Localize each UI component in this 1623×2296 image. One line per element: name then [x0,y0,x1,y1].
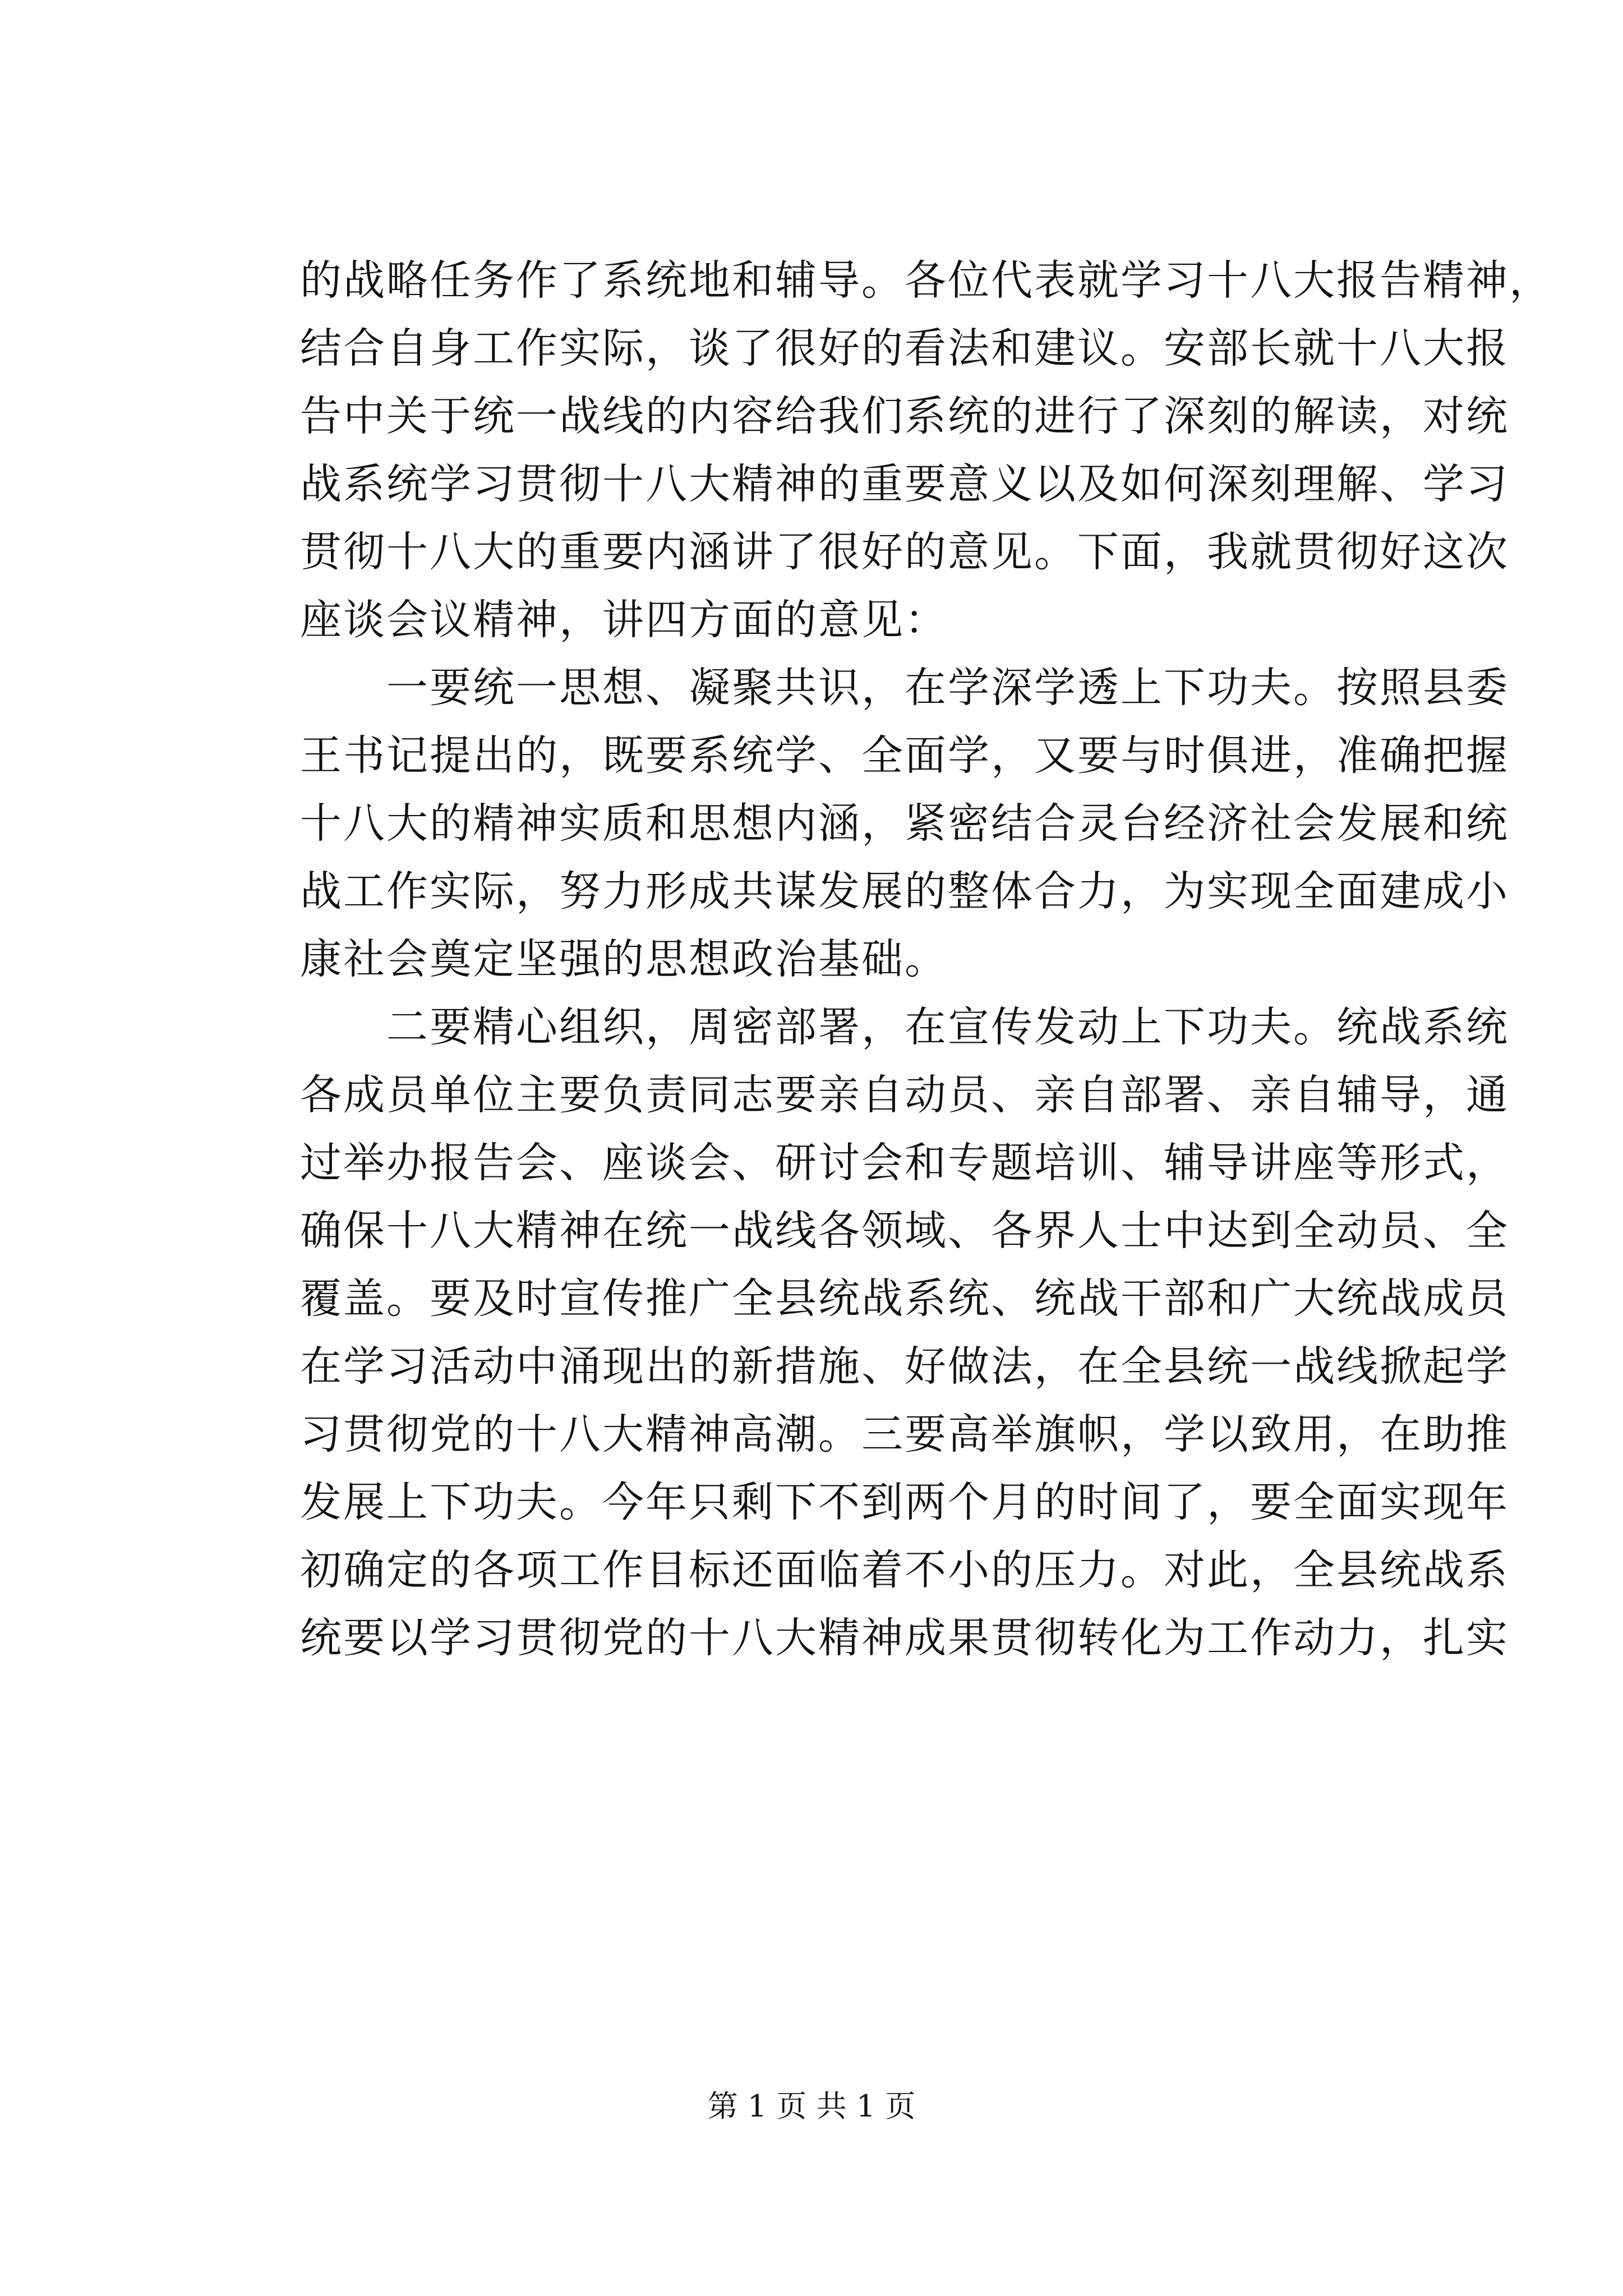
body-line: 告中关于统一战线的内容给我们系统的进行了深刻的解读，对统 [300,392,1509,440]
body-line: 二要精心组织，周密部署，在宣传发动上下功夫。统战系统 [300,1003,1509,1051]
body-line: 康社会奠定坚强的思想政治基础。 [300,935,948,983]
body-line: 王书记提出的，既要系统学、全面学，又要与时俱进，准确把握 [300,731,1509,780]
body-line: 发展上下功夫。今年只剩下不到两个月的时间了，要全面实现年 [300,1478,1509,1526]
body-line: 覆盖。要及时宣传推广全县统战系统、统战干部和广大统战成员 [300,1274,1509,1323]
body-line: 习贯彻党的十八大精神高潮。三要高举旗帜，学以致用，在助推 [300,1410,1509,1458]
body-line: 贯彻十八大的重要内涵讲了很好的意见。下面，我就贯彻好这次 [300,528,1509,576]
body-line: 过举办报告会、座谈会、研讨会和专题培训、辅导讲座等形式， [300,1139,1509,1187]
body-line: 各成员单位主要负责同志要亲自动员、亲自部署、亲自辅导，通 [300,1071,1509,1119]
body-line: 一要统一思想、凝聚共识，在学深学透上下功夫。按照县委 [300,664,1509,712]
document-body [300,247,1552,1672]
body-line: 在学习活动中涌现出的新措施、好做法，在全县统一战线掀起学 [300,1342,1509,1391]
body-line: 统要以学习贯彻党的十八大精神成果贯彻转化为工作动力，扎实 [300,1614,1509,1662]
body-line: 的战略任务作了系统地和辅导。各位代表就学习十八大报告精神， [300,256,1552,305]
body-line: 结合自身工作实际，谈了很好的看法和建议。安部长就十八大报 [300,324,1509,372]
body-line: 初确定的各项工作目标还面临着不小的压力。对此，全县统战系 [300,1546,1509,1594]
page-number-footer: 第 1 页 共 1 页 [707,2088,916,2124]
body-line: 战工作实际，努力形成共谋发展的整体合力，为实现全面建成小 [300,867,1509,915]
body-line: 确保十八大精神在统一战线各领域、各界人士中达到全动员、全 [300,1207,1509,1255]
body-line: 十八大的精神实质和思想内涵，紧密结合灵台经济社会发展和统 [300,799,1509,848]
body-line: 战系统学习贯彻十八大精神的重要意义以及如何深刻理解、学习 [300,460,1509,508]
body-line: 座谈会议精神，讲四方面的意见： [300,596,948,644]
